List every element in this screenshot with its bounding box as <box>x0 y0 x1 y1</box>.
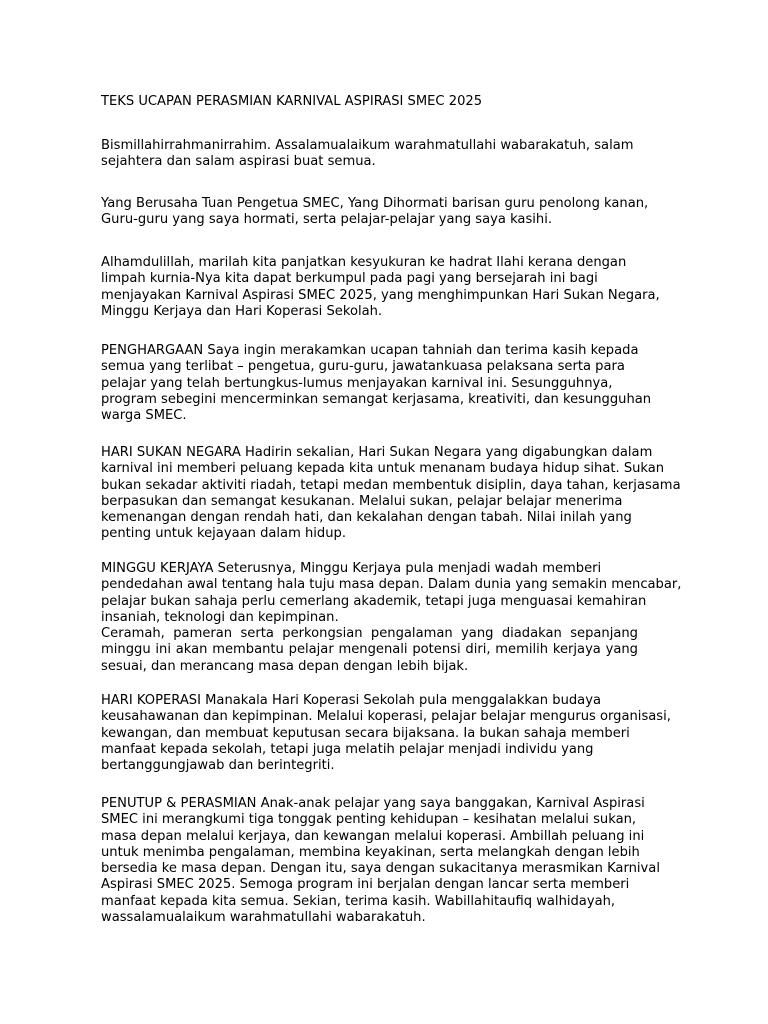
paragraph-line: pelajar yang telah bertungkus-lumus menjayakan karnival ini. Sesungguhnya, <box>101 375 613 391</box>
paragraph-line: Bismillahirrahmanirrahim. Assalamualaikum warahmatullahi wabarakatuh, salam <box>101 138 634 153</box>
paragraph-line: keusahawanan dan kepimpinan. Melalui koperasi, pelajar belajar mengurus organisasi, <box>101 709 671 725</box>
paragraph-line: manfaat kepada sekolah, tetapi juga melatih pelajar menjadi individu yang <box>101 741 594 757</box>
paragraph-line: semua yang terlibat – pengetua, guru-guru, jawatankuasa pelaksana serta para <box>101 359 625 375</box>
document-title: TEKS UCAPAN PERASMIAN KARNIVAL ASPIRASI SMEC 2025 <box>101 94 483 109</box>
paragraph-line: sejahtera dan salam aspirasi buat semua. <box>101 154 376 170</box>
paragraph-penutup-perasmian <box>101 796 681 926</box>
paragraph-line: HARI SUKAN NEGARA Hadirin sekalian, Hari Sukan Negara yang digabungkan dalam <box>101 445 653 460</box>
paragraph-line: Guru-guru yang saya hormati, serta pelajar-pelajar yang saya kasihi. <box>101 212 553 228</box>
paragraph-line: PENGHARGAAN Saya ingin merakamkan ucapan tahniah dan terima kasih kepada <box>101 343 639 358</box>
paragraph-line: kewangan, dan membuat keputusan secara bijaksana. Ia bukan sahaja memberi <box>101 725 630 741</box>
paragraph-line: limpah kurnia-Nya kita dapat berkumpul pada pagi yang bersejarah ini bagi <box>101 271 598 287</box>
paragraph-line: pendedahan awal tentang hala tuju masa depan. Dalam dunia yang semakin mencabar, <box>101 577 682 593</box>
paragraph-line: PENUTUP & PERASMIAN Anak-anak pelajar yang saya banggakan, Karnival Aspirasi <box>101 796 645 811</box>
paragraph-line: manfaat kepada kita semua. Sekian, terima kasih. Wabillahitaufiq walhidayah, <box>101 893 616 909</box>
paragraph-line: kemenangan dengan rendah hati, dan kekalahan dengan tabah. Nilai inilah yang <box>101 510 632 526</box>
paragraph-line: masa depan melalui kerjaya, dan kewangan melalui koperasi. Ambillah peluang ini <box>101 828 645 844</box>
paragraph-line: HARI KOPERASI Manakala Hari Koperasi Sekolah pula menggalakkan budaya <box>101 693 601 708</box>
paragraph-line: Yang Berusaha Tuan Pengetua SMEC, Yang Dihormati barisan guru penolong kanan, <box>101 196 649 211</box>
paragraph-line: pelajar bukan sahaja perlu cemerlang akademik, tetapi juga menguasai kemahiran <box>101 593 647 609</box>
paragraph-line: untuk menimba pengalaman, membina keyakinan, serta melangkah dengan lebih <box>101 844 640 860</box>
paragraph-salutations <box>101 196 681 229</box>
paragraph-line: bertanggungjawab dan berintegriti. <box>101 758 335 774</box>
paragraph-line: Minggu Kerjaya dan Hari Koperasi Sekolah. <box>101 303 383 319</box>
paragraph-line: bukan sekadar aktiviti riadah, tetapi medan membentuk disiplin, daya tahan, kerjasama <box>101 477 681 493</box>
paragraph-line: insaniah, teknologi dan kepimpinan. <box>101 609 339 625</box>
paragraph-opening-greeting <box>101 138 681 171</box>
paragraph-line: bersedia ke masa depan. Dengan itu, saya dengan sukacitanya merasmikan Karnival <box>101 861 660 877</box>
paragraph-line: Alhamdulillah, marilah kita panjatkan kesyukuran ke hadrat Ilahi kerana dengan <box>101 255 627 270</box>
paragraph-penghargaan <box>101 343 681 424</box>
paragraph-line: minggu ini akan membantu pelajar mengenali potensi diri, memilih kerjaya yang <box>101 642 638 658</box>
paragraph-line: Ceramah, pameran serta perkongsian pengalaman yang diadakan sepanjang <box>101 626 638 642</box>
paragraph-line: Aspirasi SMEC 2025. Semoga program ini berjalan dengan lancar serta memberi <box>101 877 630 893</box>
paragraph-hari-sukan-negara <box>101 445 681 543</box>
paragraph-line: SMEC ini merangkumi tiga tonggak penting kehidupan – kesihatan melalui sukan, <box>101 812 637 828</box>
paragraph-hari-koperasi <box>101 693 681 774</box>
paragraph-gratitude <box>101 255 681 320</box>
paragraph-minggu-kerjaya <box>101 561 681 675</box>
paragraph-line: menjayakan Karnival Aspirasi SMEC 2025, yang menghimpunkan Hari Sukan Negara, <box>101 287 660 303</box>
paragraph-line: MINGGU KERJAYA Seterusnya, Minggu Kerjaya pula menjadi wadah memberi <box>101 561 602 576</box>
paragraph-line: program sebegini mencerminkan semangat kerjasama, kreativiti, dan kesungguhan <box>101 391 652 407</box>
paragraph-line: wassalamualaikum warahmatullahi wabarakatuh. <box>101 910 426 926</box>
paragraph-line: berpasukan dan semangat kesukanan. Melalui sukan, pelajar belajar menerima <box>101 493 623 509</box>
paragraph-line: karnival ini memberi peluang kepada kita untuk menanam budaya hidup sihat. Sukan <box>101 461 665 477</box>
paragraph-line: penting untuk kejayaan dalam hidup. <box>101 526 347 542</box>
paragraph-line: sesuai, dan merancang masa depan dengan lebih bijak. <box>101 658 469 674</box>
paragraph-line: warga SMEC. <box>101 408 187 424</box>
